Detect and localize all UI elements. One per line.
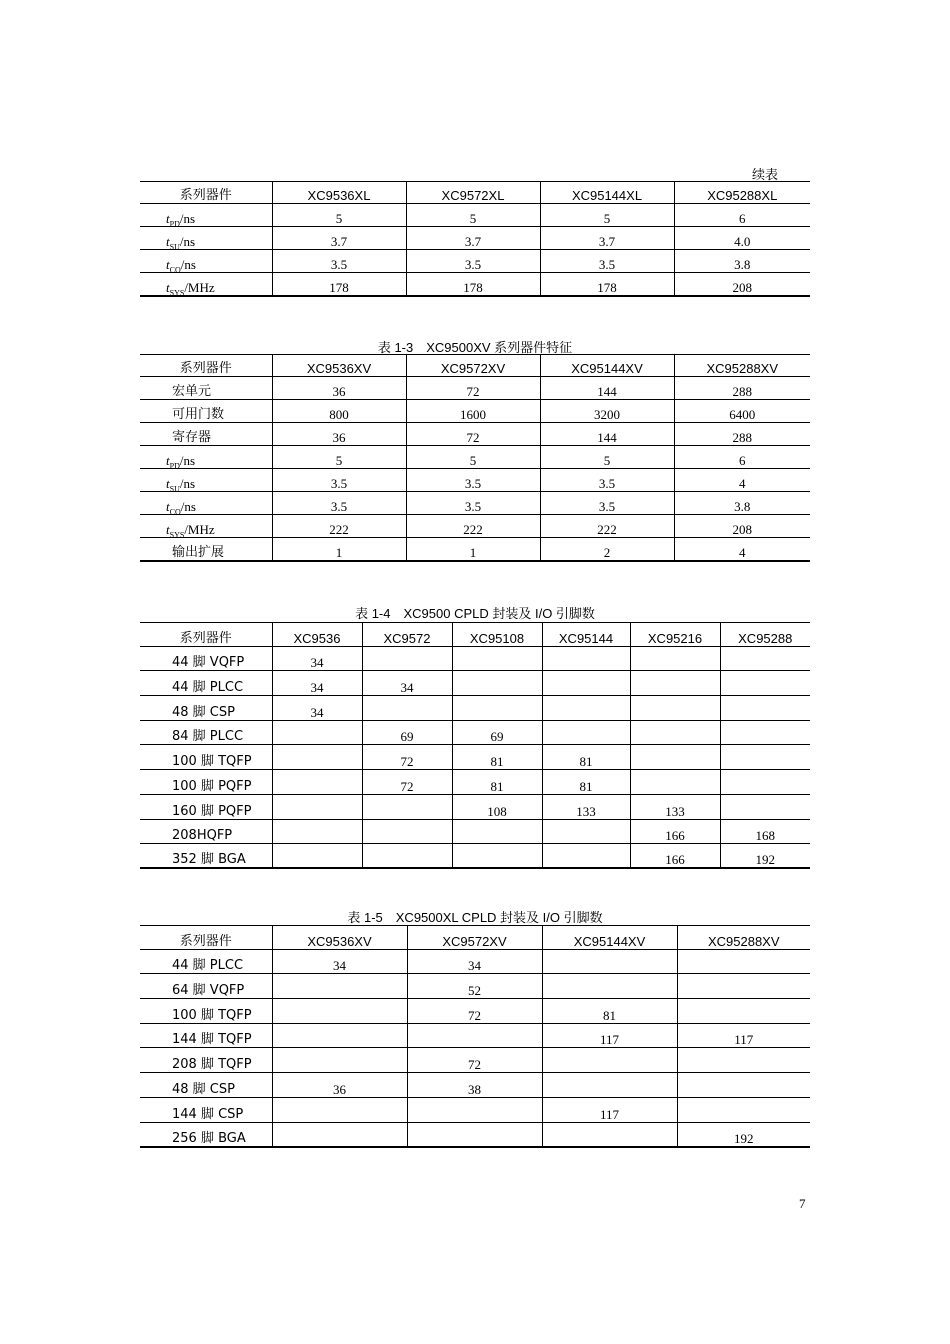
value-cell: 81 <box>542 745 630 770</box>
value-cell <box>720 745 810 770</box>
row-label: 44 脚 PLCC <box>140 949 272 974</box>
row-label: 48 脚 CSP <box>140 1073 272 1098</box>
header-device: XC9572 <box>362 623 452 647</box>
row-label <box>140 227 272 250</box>
continued-label: 续表 <box>752 168 779 183</box>
value-cell: 117 <box>677 1023 810 1048</box>
symbol: t <box>166 453 170 468</box>
value-cell <box>542 844 630 869</box>
value-cell <box>272 819 362 844</box>
unit: /ns <box>179 453 196 468</box>
row-label: 寄存器 <box>140 423 272 446</box>
value-cell <box>272 794 362 819</box>
value-cell: 288 <box>674 377 810 400</box>
value-cell <box>542 671 630 696</box>
table-row <box>140 1048 810 1073</box>
value-cell <box>272 720 362 745</box>
value-cell: 72 <box>407 999 542 1024</box>
row-label <box>140 204 272 227</box>
value-cell <box>720 696 810 721</box>
row-label <box>140 469 272 492</box>
value-cell: 52 <box>407 974 542 999</box>
value-cell: 5 <box>540 446 674 469</box>
table-row <box>140 646 810 671</box>
value-cell <box>630 646 720 671</box>
header-device: XC9536 <box>272 623 362 647</box>
header-row <box>140 182 810 204</box>
header-device: XC95288XV <box>674 355 810 377</box>
row-label: 44 脚 VQFP <box>140 646 272 671</box>
row-label: 256 脚 BGA <box>140 1122 272 1147</box>
row-label: 208 脚 TQFP <box>140 1048 272 1073</box>
header-device: XC95144XV <box>542 926 677 950</box>
unit: /ns <box>179 234 196 249</box>
value-cell: 81 <box>452 745 542 770</box>
value-cell <box>630 770 720 795</box>
value-cell <box>407 1023 542 1048</box>
value-cell <box>452 696 542 721</box>
value-cell <box>272 1122 407 1147</box>
value-cell <box>272 770 362 795</box>
value-cell: 72 <box>407 1048 542 1073</box>
value-cell <box>677 999 810 1024</box>
value-cell: 117 <box>542 1023 677 1048</box>
symbol-subscript: SU <box>169 242 180 252</box>
header-device: XC9572XV <box>407 926 542 950</box>
value-cell: 5 <box>272 446 406 469</box>
value-cell: 3.7 <box>406 227 540 250</box>
value-cell: 144 <box>540 377 674 400</box>
value-cell <box>407 1122 542 1147</box>
value-cell <box>452 671 542 696</box>
value-cell <box>677 1048 810 1073</box>
value-cell <box>452 646 542 671</box>
value-cell: 38 <box>407 1073 542 1098</box>
value-cell <box>362 646 452 671</box>
value-cell: 166 <box>630 819 720 844</box>
value-cell: 34 <box>272 646 362 671</box>
row-label: 宏单元 <box>140 377 272 400</box>
table-1-4 <box>140 622 810 869</box>
value-cell: 222 <box>406 515 540 538</box>
value-cell: 192 <box>720 844 810 869</box>
value-cell: 222 <box>540 515 674 538</box>
value-cell: 3.5 <box>272 469 406 492</box>
value-cell: 72 <box>406 377 540 400</box>
row-label: 44 脚 PLCC <box>140 671 272 696</box>
symbol-subscript: PD <box>169 219 180 229</box>
value-cell: 2 <box>540 538 674 561</box>
table-row <box>140 492 810 515</box>
table-1-5 <box>140 925 810 1148</box>
value-cell: 117 <box>542 1097 677 1122</box>
value-cell: 166 <box>630 844 720 869</box>
value-cell <box>720 720 810 745</box>
row-label: 352 脚 BGA <box>140 844 272 869</box>
header-device: XC95288 <box>720 623 810 647</box>
row-label: 144 脚 CSP <box>140 1097 272 1122</box>
value-cell <box>542 646 630 671</box>
table-row <box>140 999 810 1024</box>
table-row <box>140 423 810 446</box>
symbol: t <box>166 234 170 249</box>
row-label <box>140 492 272 515</box>
value-cell: 3200 <box>540 400 674 423</box>
symbol: t <box>166 499 170 514</box>
symbol-subscript: CO <box>169 507 181 517</box>
value-cell: 3.5 <box>540 250 674 273</box>
value-cell <box>542 1122 677 1147</box>
table-row <box>140 720 810 745</box>
symbol: t <box>166 476 170 491</box>
header-device: XC95288XV <box>677 926 810 950</box>
header-device: XC9536XV <box>272 355 406 377</box>
table-1-4-caption: 表 1-4 XC9500 CPLD 封装及 I/O 引脚数 <box>355 606 595 621</box>
row-label: 144 脚 TQFP <box>140 1023 272 1048</box>
value-cell <box>677 1073 810 1098</box>
table-row <box>140 227 810 250</box>
value-cell <box>362 696 452 721</box>
table-1-3-caption: 表 1-3 XC9500XV 系列器件特征 <box>377 340 573 355</box>
value-cell: 3.8 <box>674 492 810 515</box>
value-cell: 72 <box>362 770 452 795</box>
unit: /ns <box>180 499 196 514</box>
value-cell: 81 <box>542 999 677 1024</box>
header-device: XC95108 <box>452 623 542 647</box>
value-cell <box>630 720 720 745</box>
value-cell <box>362 794 452 819</box>
value-cell: 222 <box>272 515 406 538</box>
table-row <box>140 745 810 770</box>
row-label <box>140 273 272 296</box>
value-cell: 72 <box>406 423 540 446</box>
value-cell: 34 <box>362 671 452 696</box>
value-cell <box>542 819 630 844</box>
header-device: XC95144XL <box>540 182 674 204</box>
value-cell <box>272 1097 407 1122</box>
header-series-label: 系列器件 <box>140 623 272 647</box>
symbol-subscript: SYS <box>169 530 185 540</box>
value-cell <box>542 696 630 721</box>
table-row <box>140 273 810 296</box>
table-row <box>140 949 810 974</box>
value-cell <box>720 794 810 819</box>
table-row <box>140 515 810 538</box>
value-cell: 288 <box>674 423 810 446</box>
row-label: 100 脚 PQFP <box>140 770 272 795</box>
value-cell: 6400 <box>674 400 810 423</box>
value-cell <box>630 671 720 696</box>
value-cell: 5 <box>406 204 540 227</box>
value-cell: 36 <box>272 423 406 446</box>
value-cell: 36 <box>272 377 406 400</box>
table-row <box>140 974 810 999</box>
value-cell: 36 <box>272 1073 407 1098</box>
symbol: t <box>166 211 170 226</box>
value-cell <box>542 949 677 974</box>
value-cell: 3.5 <box>540 492 674 515</box>
header-device: XC9572XL <box>406 182 540 204</box>
value-cell: 34 <box>272 696 362 721</box>
value-cell: 34 <box>272 671 362 696</box>
value-cell <box>407 1097 542 1122</box>
unit: /MHz <box>184 522 215 537</box>
value-cell: 168 <box>720 819 810 844</box>
value-cell: 178 <box>272 273 406 296</box>
value-cell: 69 <box>362 720 452 745</box>
value-cell: 69 <box>452 720 542 745</box>
row-label <box>140 250 272 273</box>
table-1-2-continued <box>140 181 810 297</box>
value-cell: 72 <box>362 745 452 770</box>
value-cell <box>720 770 810 795</box>
value-cell: 6 <box>674 204 810 227</box>
value-cell: 4 <box>674 469 810 492</box>
table-row <box>140 696 810 721</box>
table-1-3 <box>140 354 810 562</box>
value-cell: 3.7 <box>272 227 406 250</box>
symbol: t <box>166 257 170 272</box>
table-1-5-caption: 表 1-5 XC9500XL CPLD 封装及 I/O 引脚数 <box>347 910 603 925</box>
value-cell <box>452 819 542 844</box>
value-cell <box>677 1097 810 1122</box>
value-cell: 192 <box>677 1122 810 1147</box>
value-cell <box>542 720 630 745</box>
header-row <box>140 355 810 377</box>
value-cell <box>452 844 542 869</box>
header-row <box>140 926 810 950</box>
value-cell <box>542 1073 677 1098</box>
value-cell <box>677 949 810 974</box>
header-series-label: 系列器件 <box>140 355 272 377</box>
value-cell: 5 <box>272 204 406 227</box>
table-row <box>140 770 810 795</box>
value-cell: 3.5 <box>540 469 674 492</box>
value-cell <box>630 745 720 770</box>
row-label <box>140 515 272 538</box>
table-row <box>140 844 810 869</box>
value-cell <box>542 974 677 999</box>
row-label: 可用门数 <box>140 400 272 423</box>
value-cell <box>677 974 810 999</box>
value-cell: 178 <box>540 273 674 296</box>
value-cell: 3.5 <box>406 492 540 515</box>
value-cell <box>362 819 452 844</box>
table-row <box>140 538 810 561</box>
value-cell: 3.5 <box>272 250 406 273</box>
value-cell: 3.7 <box>540 227 674 250</box>
header-device: XC95144XV <box>540 355 674 377</box>
row-label: 84 脚 PLCC <box>140 720 272 745</box>
row-label: 160 脚 PQFP <box>140 794 272 819</box>
value-cell: 3.5 <box>406 250 540 273</box>
table-row <box>140 400 810 423</box>
value-cell <box>272 844 362 869</box>
page-number: 7 <box>799 1196 806 1211</box>
value-cell: 800 <box>272 400 406 423</box>
value-cell: 3.5 <box>406 469 540 492</box>
symbol-subscript: CO <box>169 265 181 275</box>
value-cell: 133 <box>630 794 720 819</box>
value-cell: 81 <box>452 770 542 795</box>
row-label: 100 脚 TQFP <box>140 999 272 1024</box>
value-cell: 1 <box>406 538 540 561</box>
header-device: XC9536XV <box>272 926 407 950</box>
unit: /ns <box>179 476 196 491</box>
value-cell: 208 <box>674 515 810 538</box>
value-cell: 6 <box>674 446 810 469</box>
table-row <box>140 469 810 492</box>
header-row <box>140 623 810 647</box>
value-cell: 178 <box>406 273 540 296</box>
table-row <box>140 250 810 273</box>
header-device: XC95288XL <box>674 182 810 204</box>
value-cell: 81 <box>542 770 630 795</box>
value-cell: 144 <box>540 423 674 446</box>
value-cell: 1600 <box>406 400 540 423</box>
symbol: t <box>166 522 170 537</box>
header-device: XC9536XL <box>272 182 406 204</box>
table-row <box>140 446 810 469</box>
value-cell: 4 <box>674 538 810 561</box>
table-row <box>140 671 810 696</box>
table-row <box>140 377 810 400</box>
value-cell <box>272 999 407 1024</box>
value-cell <box>720 671 810 696</box>
value-cell: 3.5 <box>272 492 406 515</box>
row-label: 64 脚 VQFP <box>140 974 272 999</box>
value-cell <box>272 974 407 999</box>
row-label: 48 脚 CSP <box>140 696 272 721</box>
table-row <box>140 819 810 844</box>
value-cell: 208 <box>674 273 810 296</box>
unit: /ns <box>179 211 196 226</box>
value-cell: 108 <box>452 794 542 819</box>
value-cell <box>272 1048 407 1073</box>
table-row <box>140 1122 810 1147</box>
row-label: 208HQFP <box>140 819 272 844</box>
value-cell <box>542 1048 677 1073</box>
symbol-subscript: SU <box>169 484 180 494</box>
value-cell: 34 <box>272 949 407 974</box>
value-cell: 4.0 <box>674 227 810 250</box>
value-cell <box>362 844 452 869</box>
table-row <box>140 1023 810 1048</box>
symbol-subscript: PD <box>169 461 180 471</box>
value-cell <box>272 1023 407 1048</box>
unit: /ns <box>180 257 196 272</box>
header-device: XC95216 <box>630 623 720 647</box>
table-row <box>140 794 810 819</box>
value-cell <box>630 696 720 721</box>
value-cell: 133 <box>542 794 630 819</box>
symbol: t <box>166 279 170 295</box>
header-series-label: 系列器件 <box>140 182 272 204</box>
table-row <box>140 204 810 227</box>
value-cell <box>272 745 362 770</box>
header-device: XC95144 <box>542 623 630 647</box>
table-row <box>140 1073 810 1098</box>
value-cell: 1 <box>272 538 406 561</box>
value-cell: 5 <box>540 204 674 227</box>
row-label: 输出扩展 <box>140 538 272 561</box>
header-device: XC9572XV <box>406 355 540 377</box>
symbol-subscript: SYS <box>169 288 185 298</box>
row-label <box>140 446 272 469</box>
row-label: 100 脚 TQFP <box>140 745 272 770</box>
value-cell <box>720 646 810 671</box>
unit: /MHz <box>184 279 215 295</box>
value-cell: 34 <box>407 949 542 974</box>
value-cell: 3.8 <box>674 250 810 273</box>
table-row <box>140 1097 810 1122</box>
header-series-label: 系列器件 <box>140 926 272 950</box>
value-cell: 5 <box>406 446 540 469</box>
